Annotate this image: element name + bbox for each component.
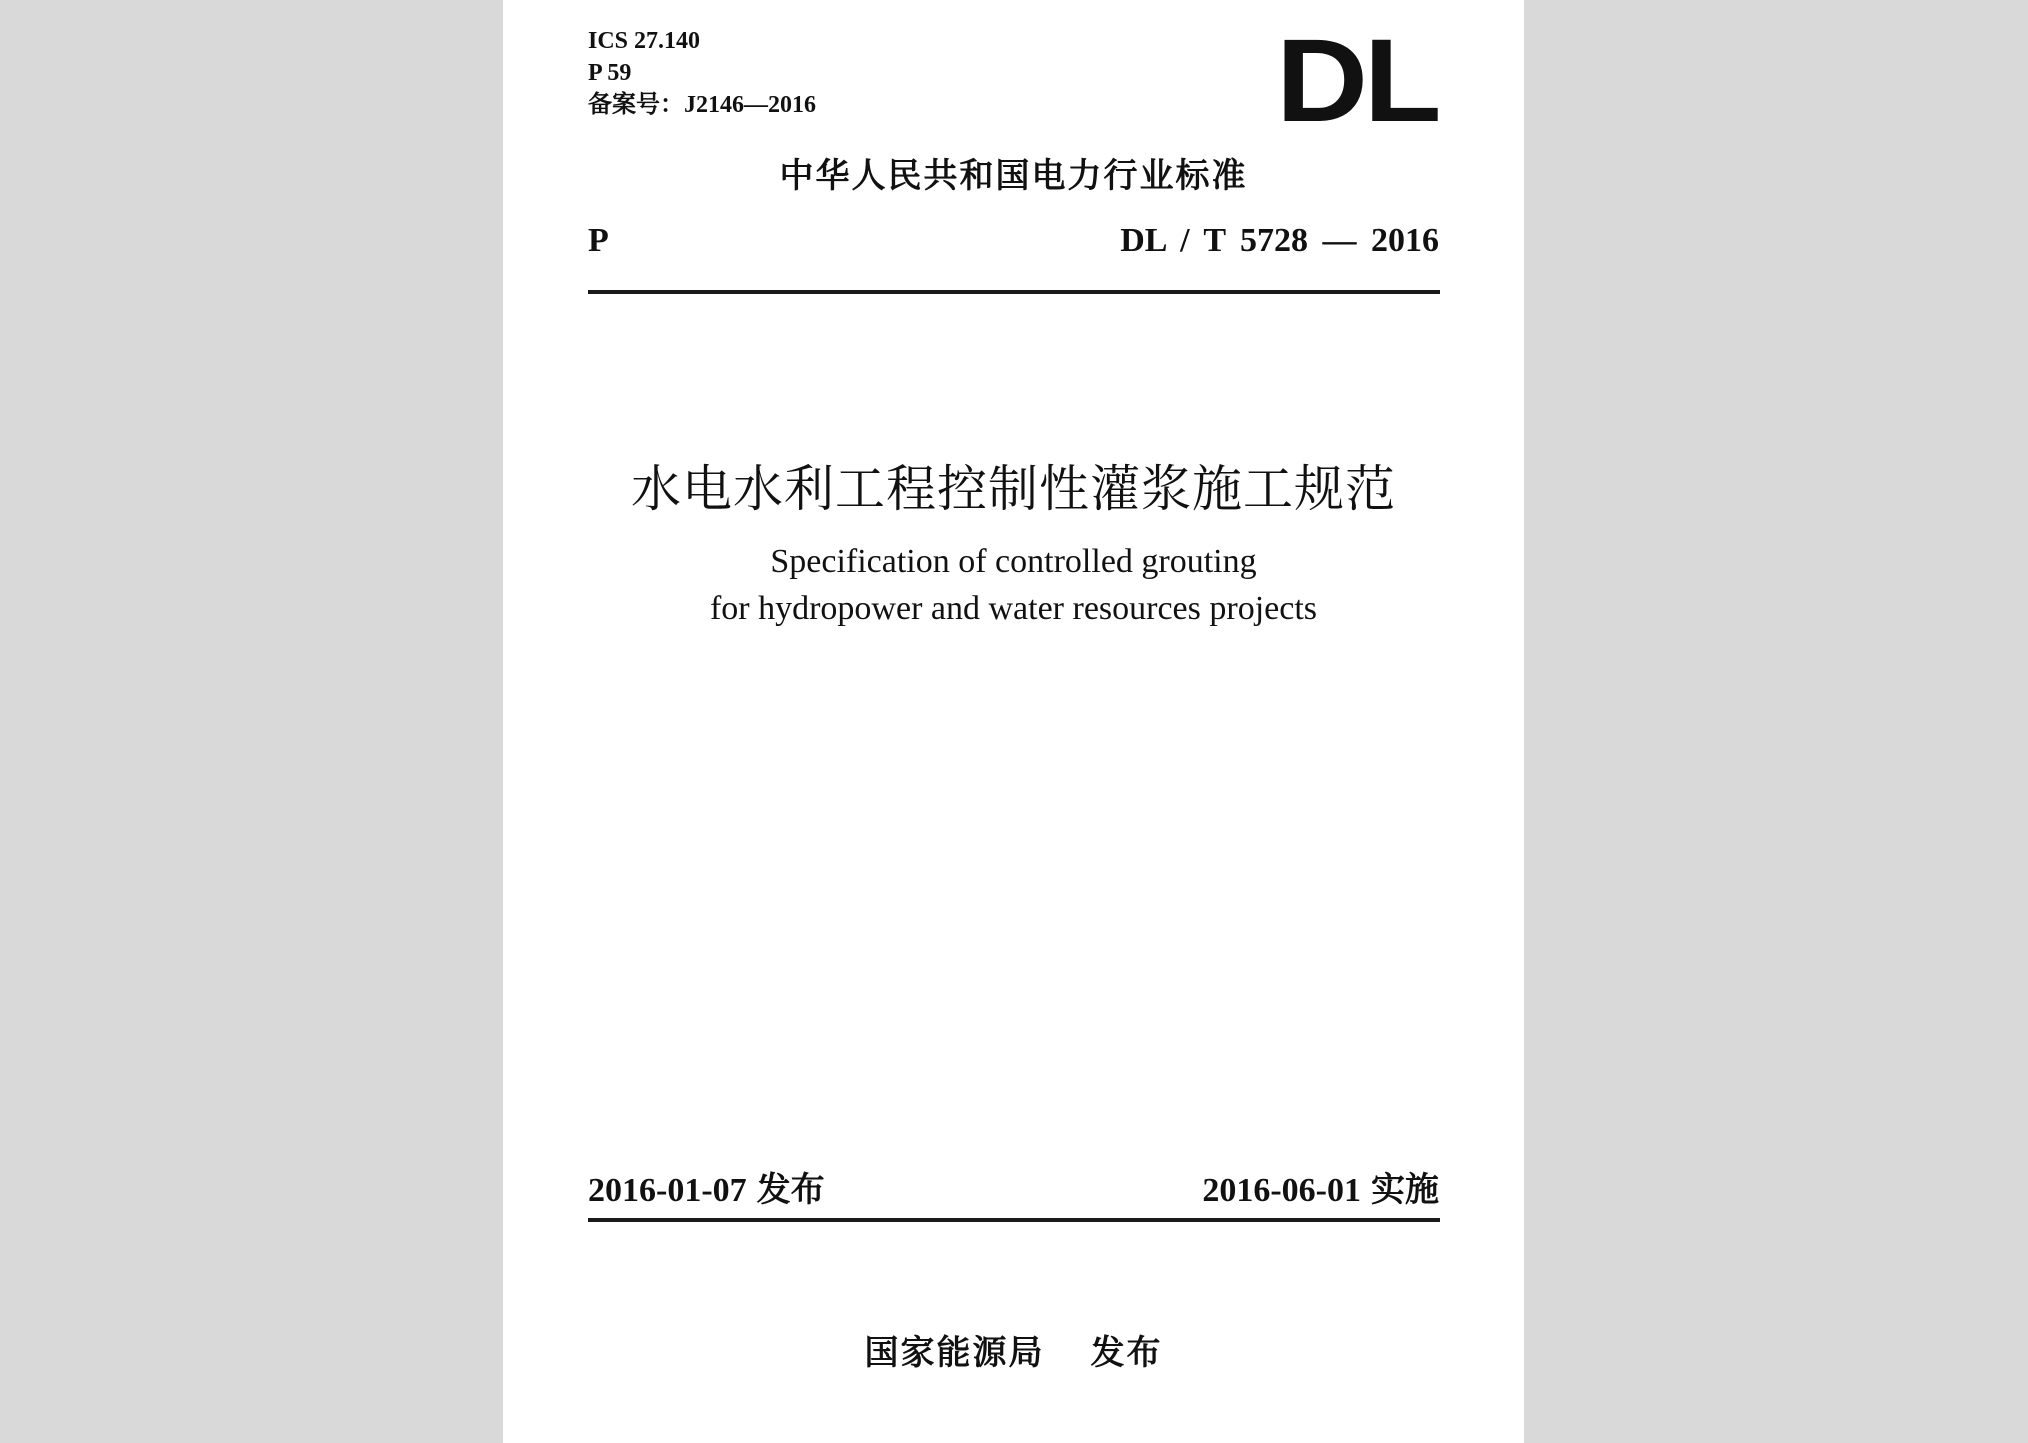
bottom-divider — [588, 1218, 1440, 1222]
issue-date: 2016-01-07 — [588, 1172, 747, 1209]
industry-standard-heading: 中华人民共和国电力行业标准 — [779, 156, 1248, 196]
issue-date-block — [588, 1162, 825, 1211]
title-english-line-2: for hydropower and water resources projects — [709, 590, 1318, 627]
publisher-line — [503, 1325, 1524, 1374]
effective-date: 2016-06-01 — [1202, 1172, 1361, 1209]
top-divider — [588, 290, 1440, 294]
title-chinese: 水电水利工程控制性灌浆施工规范 — [631, 460, 1396, 518]
standard-number: DL / T 5728 — 2016 — [1120, 222, 1439, 259]
effective-word: 实施 — [1371, 1170, 1439, 1210]
title-english-line-1: Specification of controlled grouting — [770, 543, 1257, 580]
filing-number: 备案号：J2146—2016 — [588, 92, 816, 118]
ics-code: ICS 27.140 — [588, 28, 701, 54]
classification-letter: P — [588, 222, 609, 259]
effective-date-block — [1202, 1162, 1439, 1211]
category-code: P 59 — [588, 60, 632, 86]
dl-logo: DL — [1276, 15, 1438, 147]
publisher-action: 发布 — [1090, 1333, 1163, 1373]
publisher-name: 国家能源局 — [864, 1333, 1045, 1373]
issue-word: 发布 — [756, 1170, 825, 1210]
document-cover — [503, 0, 1524, 1443]
